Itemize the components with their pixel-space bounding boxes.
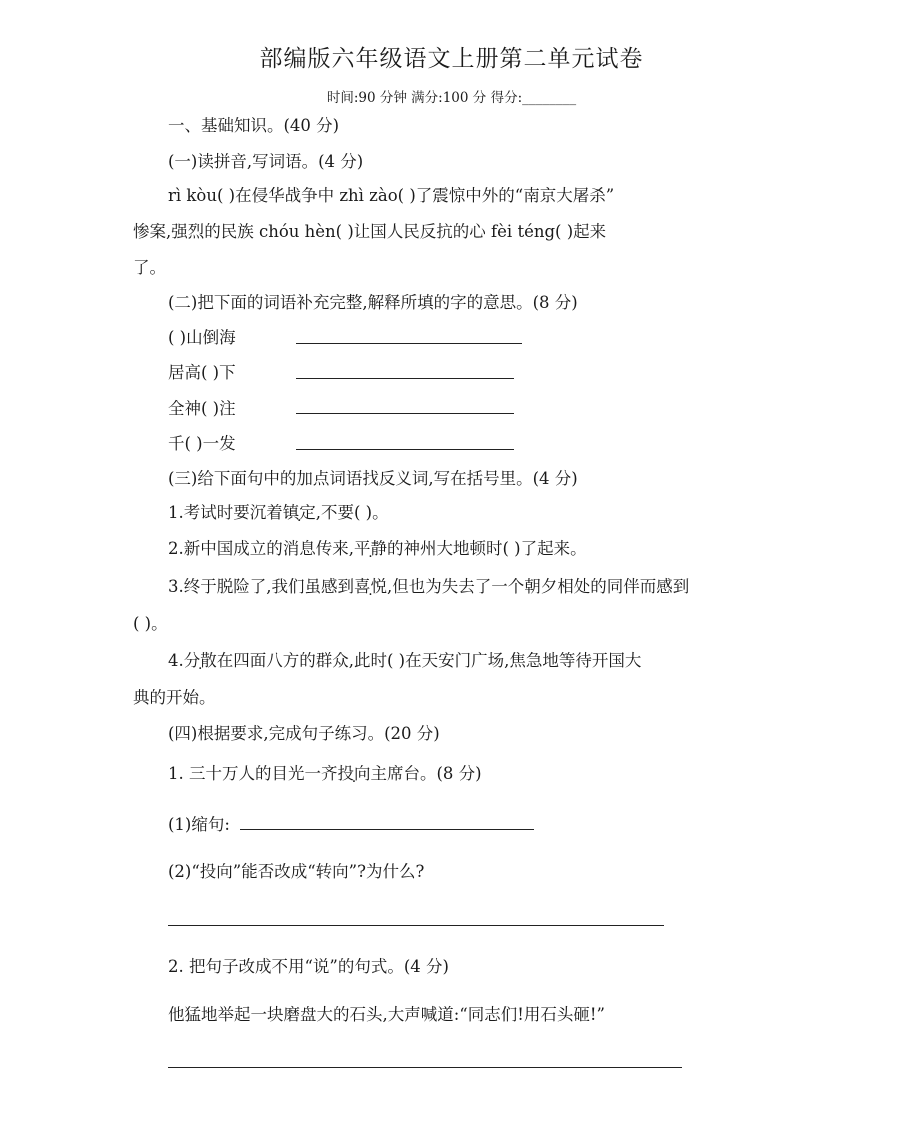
part-1-line-1: rì kòu( )在侵华战争中 zhì zào( )了震惊中外的“南京大屠杀” — [168, 186, 615, 205]
antonym-q4-dotted-word: 分散 — [183, 651, 217, 670]
antonym-q2-dotted-word: 平静 — [354, 539, 387, 558]
antonym-question-4-line-2: 典的开始。 — [133, 688, 216, 707]
antonym-q4-text-b: 在四面八方的群众,此时( )在天安门广场,焦急地等待开国大 — [216, 651, 642, 670]
antonym-question-1 — [168, 499, 389, 523]
part-1-heading: (一)读拼音,写词语。(4 分) — [168, 152, 364, 171]
sentence-question-2: 2. 把句子改成不用“说”的句式。(4 分) — [168, 957, 449, 976]
sentence-q1-text-a: 1. 三十万人的目光一齐 — [168, 764, 338, 783]
antonym-question-4 — [168, 647, 641, 671]
idiom-4: 千( )一发 — [168, 434, 236, 453]
antonym-q3-text-a: 3.终于脱险了,我们虽感到 — [168, 577, 354, 596]
reason-answer-line[interactable] — [168, 925, 664, 926]
part-1-line-3: 了。 — [133, 258, 166, 277]
sentence-question-1 — [168, 760, 482, 784]
idiom-2: 居高( )下 — [168, 363, 236, 382]
part-2-heading: (二)把下面的词语补充完整,解释所填的字的意思。(8 分) — [168, 293, 578, 312]
antonym-q2-text-b: 的神州大地顿时( )了起来。 — [387, 539, 587, 558]
rewrite-answer-line[interactable] — [168, 1067, 682, 1068]
antonym-q1-dotted-word: 镇定 — [282, 503, 316, 522]
exam-title: 部编版六年级语文上册第二单元试卷 — [259, 46, 644, 72]
antonym-q3-dotted-word: 喜悦 — [354, 577, 387, 596]
sentence-q2-text: 他猛地举起一块磨盘大的石头,大声喊道:“同志们!用石头砸!” — [168, 1005, 605, 1024]
idiom-3: 全神( )注 — [168, 399, 236, 418]
sentence-q1-sub-1: (1)缩句: — [168, 815, 230, 834]
antonym-question-2 — [168, 535, 587, 559]
exam-meta: 时间:90 分钟 满分:100 分 得分:________ — [326, 90, 577, 106]
idiom-1-answer-line[interactable] — [296, 343, 522, 344]
idiom-3-answer-line[interactable] — [296, 413, 514, 414]
sentence-q1-text-b: 主席台。(8 分) — [370, 764, 482, 783]
antonym-question-3 — [168, 573, 689, 597]
antonym-q3-text-b: ,但也为失去了一个朝夕相处的同伴而感到 — [387, 577, 690, 596]
antonym-q1-text-b: ,不要( )。 — [315, 503, 389, 522]
part-4-heading: (四)根据要求,完成句子练习。(20 分) — [168, 724, 440, 743]
sentence-q1-dotted-word: 投向 — [337, 764, 371, 783]
antonym-q1-text-a: 1.考试时要沉着 — [168, 503, 283, 522]
antonym-question-3-line-2: ( )。 — [133, 614, 168, 633]
section-1-heading: 一、基础知识。(40 分) — [168, 116, 340, 135]
antonym-q4-text-a: 4. — [168, 651, 184, 670]
idiom-4-answer-line[interactable] — [296, 449, 514, 450]
sentence-q1-sub-2: (2)“投向”能否改成“转向”?为什么? — [168, 862, 425, 881]
antonym-q2-text-a: 2.新中国成立的消息传来, — [168, 539, 354, 558]
idiom-2-answer-line[interactable] — [296, 378, 514, 379]
condense-answer-line[interactable] — [240, 829, 534, 830]
part-3-heading: (三)给下面句中的加点词语找反义词,写在括号里。(4 分) — [168, 469, 578, 488]
part-1-line-2: 惨案,强烈的民族 chóu hèn( )让国人民反抗的心 fèi téng( )起来 — [133, 222, 607, 241]
idiom-1: ( )山倒海 — [168, 328, 236, 347]
